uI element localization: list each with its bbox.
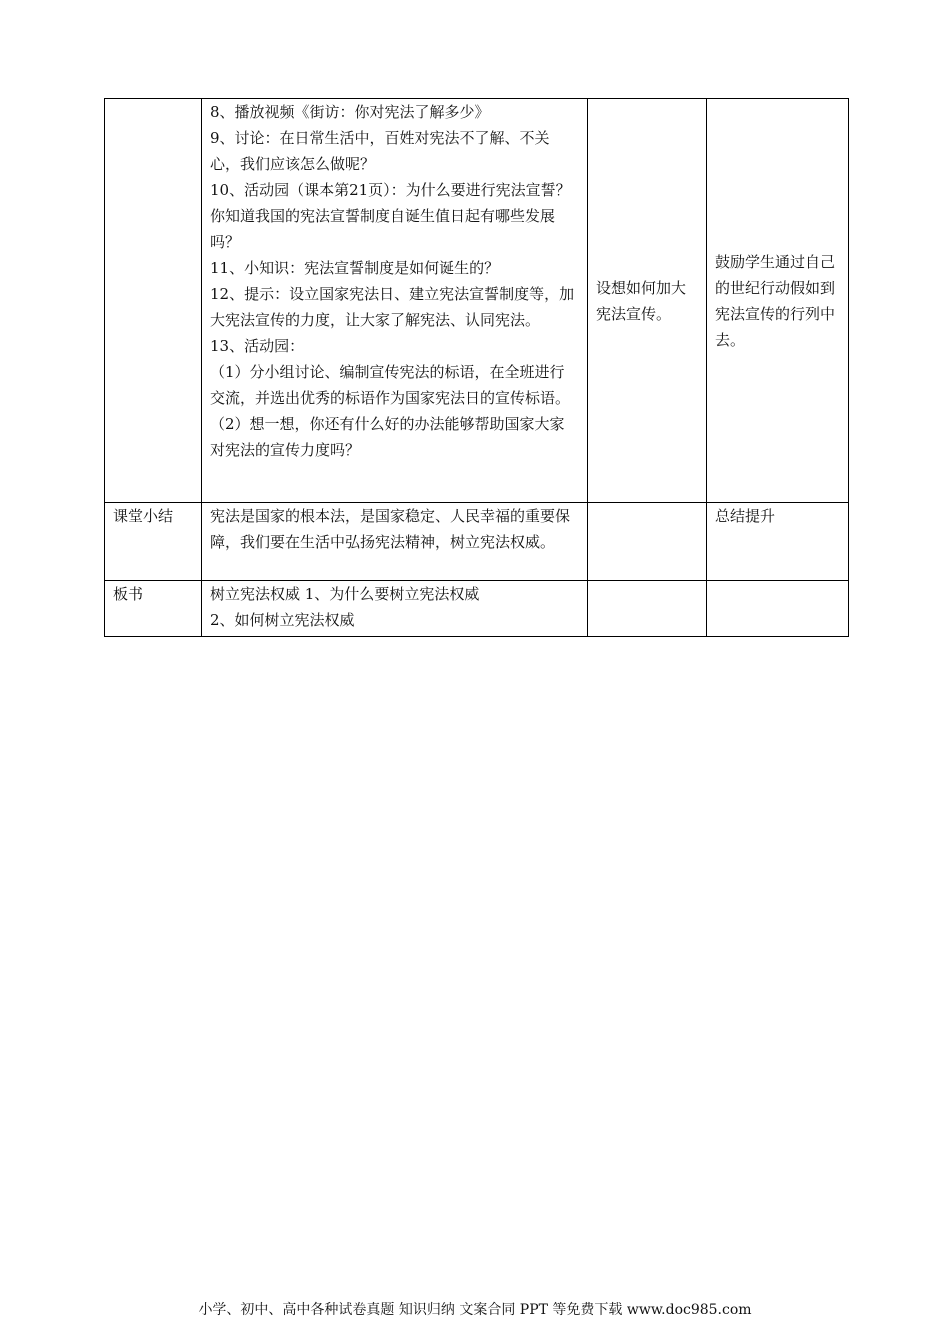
row1-student-activity-cell: 设想如何加大宪法宣传。 [588, 99, 707, 503]
activity-item: 12、提示：设立国家宪法日、建立宪法宣誓制度等，加大宪法宣传的力度，让大家了解宪法、认同宪法。 [210, 285, 575, 329]
activity-item: （1）分小组讨论、编制宣传宪法的标语，在全班进行交流，并选出优秀的标语作为国家宪法日的宣传标语。 [210, 363, 571, 407]
table-row [105, 581, 849, 637]
activity-item: 8、播放视频《街访：你对宪法了解多少》 [210, 103, 490, 121]
page-footer: 小学、初中、高中各种试卷真题 知识归纳 文案合同 PPT 等免费下载 www.doc985.com [198, 1302, 752, 1318]
table-row [105, 503, 849, 581]
activity-item: 13、活动园： [210, 337, 305, 355]
blackboard-empty-cell-2 [707, 581, 849, 637]
blackboard-line: 2、如何树立宪法权威 [210, 611, 355, 629]
activity-item: 9、讨论：在日常生活中，百姓对宪法不了解、不关心，我们应该怎么做呢？ [210, 129, 550, 173]
blackboard-label-cell: 板书 [105, 581, 202, 637]
summary-content-cell: 宪法是国家的根本法，是国家稳定、人民幸福的重要保障，我们要在生活中弘扬宪法精神，树立宪法权威。 [202, 503, 588, 581]
summary-empty-cell [588, 503, 707, 581]
row1-design-intent-cell: 鼓励学生通过自己的世纪行动假如到宪法宣传的行列中去。 [707, 99, 849, 503]
blackboard-line: 树立宪法权威 1、为什么要树立宪法权威 [210, 585, 480, 603]
summary-intent-cell: 总结提升 [707, 503, 849, 581]
row1-section-cell [105, 99, 202, 503]
blackboard-content-cell [202, 581, 588, 637]
summary-label-cell: 课堂小结 [105, 503, 202, 581]
activity-item: 10、活动园（课本第21页）：为什么要进行宪法宣誓？你知道我国的宪法宣誓制度自诞生值日起有哪些发展吗？ [210, 181, 571, 251]
activity-item: 11、小知识：宪法宣誓制度是如何诞生的？ [210, 259, 500, 277]
lesson-plan-table [104, 98, 849, 637]
row1-activities-cell [202, 99, 588, 503]
activity-item: （2）想一想，你还有什么好的办法能够帮助国家大家对宪法的宣传力度吗？ [210, 415, 565, 459]
table-row [105, 99, 849, 503]
blackboard-empty-cell [588, 581, 707, 637]
